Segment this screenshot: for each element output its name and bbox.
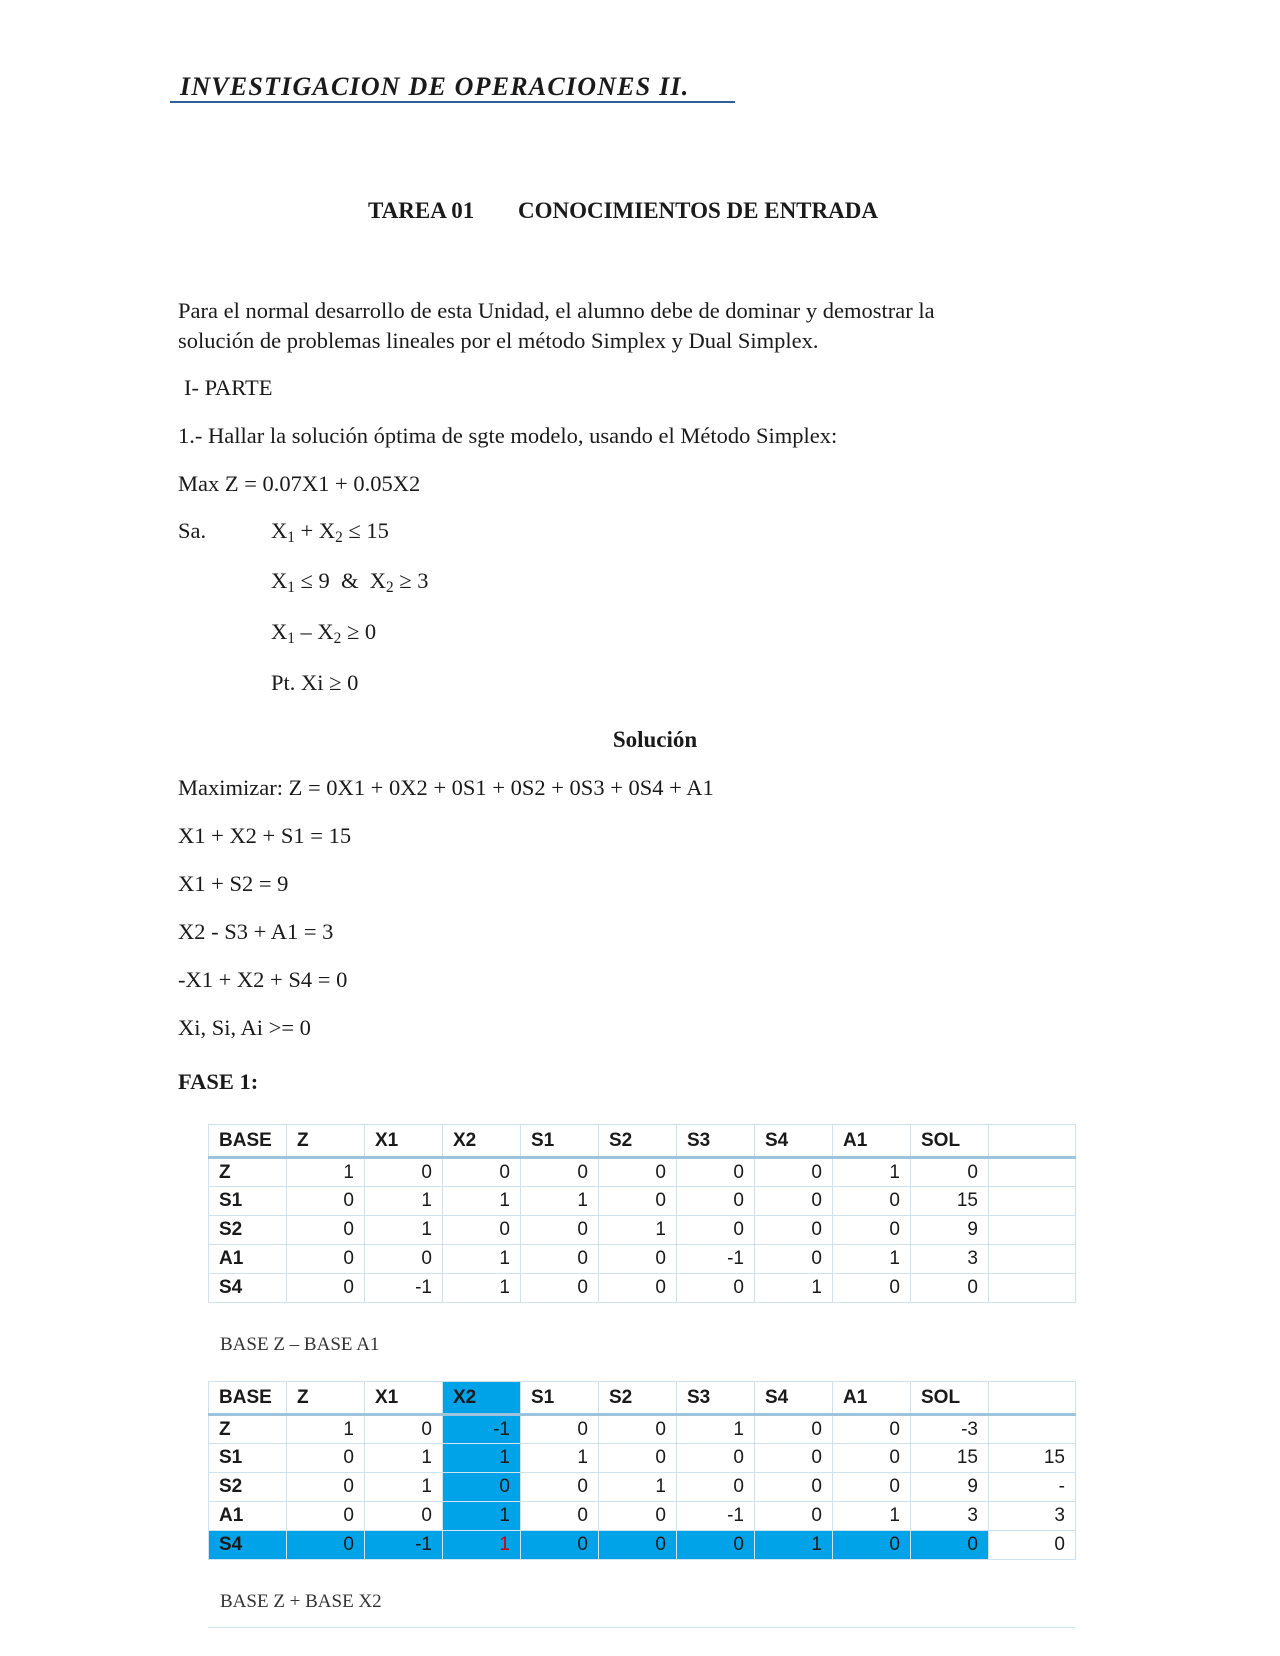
table-cell: 0 — [521, 1274, 599, 1303]
table-cell: 0 — [833, 1444, 911, 1473]
table-cell: 0 — [443, 1158, 521, 1187]
table-cell: 1 — [365, 1473, 443, 1502]
table-cell: -1 — [365, 1274, 443, 1303]
document-header-title: INVESTIGACION DE OPERACIONES II. — [180, 72, 690, 101]
row-base-label: S2 — [209, 1473, 287, 1502]
table-cell: 0 — [677, 1473, 755, 1502]
table-cell: 1 — [365, 1216, 443, 1245]
table-cell: 0 — [833, 1531, 911, 1560]
solution-title: Solución — [612, 727, 698, 752]
column-header: Z — [287, 1382, 365, 1415]
table-cell: -1 — [677, 1245, 755, 1274]
column-header: X1 — [365, 1125, 443, 1158]
non-negativity: Pt. Xi ≥ 0 — [271, 670, 359, 695]
table-cell: 0 — [755, 1502, 833, 1531]
table-cell: 1 — [443, 1245, 521, 1274]
table-cell: 9 — [911, 1216, 989, 1245]
solution-line-2: X1 + S2 = 9 — [178, 871, 289, 896]
subject-to-label: Sa. — [178, 518, 207, 543]
table-cell: 0 — [287, 1502, 365, 1531]
constraint-1-var-a: X — [271, 518, 288, 543]
table-cell: 0 — [911, 1158, 989, 1187]
constraint-1-rhs: ≤ 15 — [342, 518, 389, 543]
table-cell: 0 — [989, 1531, 1076, 1560]
constraint-3-var-b: – X — [294, 619, 334, 644]
column-header: S3 — [677, 1382, 755, 1415]
table-cell: 1 — [365, 1444, 443, 1473]
row-base-label: Z — [209, 1415, 287, 1444]
row-base-label: S1 — [209, 1187, 287, 1216]
table-row — [209, 1531, 1076, 1560]
table-cell: 1 — [755, 1274, 833, 1303]
solution-line-3: X2 - S3 + A1 = 3 — [178, 919, 334, 944]
table-cell: 0 — [521, 1473, 599, 1502]
table-cell: 0 — [755, 1187, 833, 1216]
constraint-3-sub-b: 2 — [333, 629, 342, 647]
solution-line-1: X1 + X2 + S1 = 15 — [178, 823, 352, 848]
table-cell: 0 — [599, 1444, 677, 1473]
column-header: A1 — [833, 1382, 911, 1415]
row-base-label: Z — [209, 1158, 287, 1187]
table-cell: 0 — [599, 1415, 677, 1444]
table-cell: 1 — [833, 1502, 911, 1531]
table-cell — [989, 1187, 1076, 1216]
table-cell: 0 — [833, 1187, 911, 1216]
table-cell: -3 — [911, 1415, 989, 1444]
table-cell: 1 — [443, 1502, 521, 1531]
column-header: S4 — [755, 1125, 833, 1158]
table-row — [209, 1274, 1076, 1303]
table-cell: 0 — [911, 1531, 989, 1560]
intro-line-2: solución de problemas lineales por el método Simplex y Dual Simplex. — [178, 328, 819, 353]
table-cell: 0 — [287, 1187, 365, 1216]
table-header-row — [209, 1125, 1076, 1158]
table-cell: 1 — [599, 1473, 677, 1502]
table-cell: 1 — [833, 1158, 911, 1187]
table-cell: 0 — [677, 1158, 755, 1187]
column-header: S4 — [755, 1382, 833, 1415]
row-base-label: A1 — [209, 1245, 287, 1274]
table-cell: 0 — [365, 1502, 443, 1531]
table-cell: 0 — [755, 1473, 833, 1502]
table-cell: 1 — [287, 1158, 365, 1187]
constraint-3-rhs: ≥ 0 — [341, 619, 377, 644]
phase-label: FASE 1: — [178, 1069, 259, 1094]
solution-line-0: Maximizar: Z = 0X1 + 0X2 + 0S1 + 0S2 + 0S3 + 0S4 + A1 — [178, 775, 714, 800]
column-header: X2 — [443, 1382, 521, 1415]
table-cell: 0 — [833, 1473, 911, 1502]
table-cell: 0 — [287, 1531, 365, 1560]
constraint-1-sub-b: 2 — [335, 528, 343, 546]
table-cell: 0 — [443, 1216, 521, 1245]
table-cell: 0 — [365, 1245, 443, 1274]
table-cell: 0 — [677, 1216, 755, 1245]
table-row — [209, 1444, 1076, 1473]
table-row — [209, 1216, 1076, 1245]
table-cell: -1 — [365, 1531, 443, 1560]
table-cell: 0 — [599, 1274, 677, 1303]
table-cell: 0 — [287, 1274, 365, 1303]
column-header: Z — [287, 1125, 365, 1158]
row-base-label: A1 — [209, 1502, 287, 1531]
table-cell: 0 — [677, 1187, 755, 1216]
table-cell: 1 — [443, 1444, 521, 1473]
row-base-label: S4 — [209, 1531, 287, 1560]
constraint-2-sub-a: 1 — [287, 578, 295, 596]
table-cell: 0 — [599, 1158, 677, 1187]
table-cell: 0 — [755, 1245, 833, 1274]
table-cell: 1 — [287, 1415, 365, 1444]
column-header: A1 — [833, 1125, 911, 1158]
table-cell: 0 — [755, 1444, 833, 1473]
column-header: BASE — [209, 1382, 287, 1415]
table-cell — [989, 1415, 1076, 1444]
column-header: SOL — [911, 1382, 989, 1415]
table-row — [209, 1245, 1076, 1274]
table-cell: 1 — [443, 1187, 521, 1216]
objective-function: Max Z = 0.07X1 + 0.05X2 — [178, 471, 421, 496]
table-cell: 0 — [287, 1444, 365, 1473]
row-base-label: S1 — [209, 1444, 287, 1473]
task-number: TAREA 01 — [368, 198, 475, 223]
table-cell: 0 — [521, 1531, 599, 1560]
table-cell: 0 — [521, 1502, 599, 1531]
table-header-row — [209, 1382, 1076, 1415]
table-cell: 0 — [599, 1245, 677, 1274]
table-cell: 0 — [599, 1502, 677, 1531]
table-cell: 0 — [365, 1158, 443, 1187]
column-header: S3 — [677, 1125, 755, 1158]
table-cell: 1 — [443, 1274, 521, 1303]
table-1-caption: BASE Z – BASE A1 — [220, 1334, 380, 1355]
solution-line-5: Xi, Si, Ai >= 0 — [178, 1015, 311, 1040]
table-cell: 0 — [755, 1158, 833, 1187]
table-cell: 0 — [833, 1415, 911, 1444]
intro-line-1: Para el normal desarrollo de esta Unidad, el alumno debe de dominar y demostrar la — [178, 298, 935, 323]
table-cell: - — [989, 1473, 1076, 1502]
table-cell: 0 — [287, 1216, 365, 1245]
constraint-2-var-b: ≤ 9 & X — [294, 568, 387, 593]
simplex-table-2 — [208, 1381, 1076, 1560]
table-cell: 0 — [365, 1415, 443, 1444]
column-header: X2 — [443, 1125, 521, 1158]
table-cell: 1 — [443, 1531, 521, 1560]
table-cell: 0 — [755, 1216, 833, 1245]
table-cell: 3 — [911, 1245, 989, 1274]
page-bottom-rule — [208, 1627, 1075, 1628]
solution-line-4: -X1 + X2 + S4 = 0 — [178, 967, 348, 992]
constraint-2-rhs: ≥ 3 — [393, 568, 429, 593]
table-2-caption: BASE Z + BASE X2 — [220, 1591, 382, 1612]
table-cell: -1 — [443, 1415, 521, 1444]
table-cell: 0 — [677, 1531, 755, 1560]
part-label: I- PARTE — [184, 375, 273, 400]
table-cell: 0 — [599, 1187, 677, 1216]
table-cell: 0 — [911, 1274, 989, 1303]
table-cell: 0 — [833, 1274, 911, 1303]
constraint-2 — [271, 568, 429, 597]
column-header: SOL — [911, 1125, 989, 1158]
table-cell: 0 — [755, 1415, 833, 1444]
table-cell: 15 — [911, 1444, 989, 1473]
table-row — [209, 1415, 1076, 1444]
table-cell — [989, 1245, 1076, 1274]
table-cell: 1 — [833, 1245, 911, 1274]
column-header: S1 — [521, 1382, 599, 1415]
table-cell: 0 — [287, 1245, 365, 1274]
column-header — [989, 1125, 1076, 1158]
table-cell: 1 — [521, 1444, 599, 1473]
table-cell — [989, 1274, 1076, 1303]
table-cell: 0 — [599, 1531, 677, 1560]
table-cell: 0 — [521, 1216, 599, 1245]
table-cell: -1 — [677, 1502, 755, 1531]
column-header: S2 — [599, 1382, 677, 1415]
table-row — [209, 1502, 1076, 1531]
row-base-label: S4 — [209, 1274, 287, 1303]
table-cell: 0 — [521, 1245, 599, 1274]
table-cell: 0 — [833, 1216, 911, 1245]
constraint-1 — [271, 518, 389, 547]
table-cell: 1 — [677, 1415, 755, 1444]
table-cell — [989, 1216, 1076, 1245]
table-row — [209, 1158, 1076, 1187]
constraint-3-sub-a: 1 — [287, 629, 295, 647]
column-header: X1 — [365, 1382, 443, 1415]
constraint-1-sub-a: 1 — [287, 528, 295, 546]
column-header: S2 — [599, 1125, 677, 1158]
column-header — [989, 1382, 1076, 1415]
table-cell: 0 — [521, 1415, 599, 1444]
table-cell: 15 — [911, 1187, 989, 1216]
table-cell: 15 — [989, 1444, 1076, 1473]
table-row — [209, 1187, 1076, 1216]
table-cell: 3 — [989, 1502, 1076, 1531]
constraint-2-var-a: X — [271, 568, 288, 593]
column-header: S1 — [521, 1125, 599, 1158]
header-underline — [170, 101, 735, 103]
table-cell: 0 — [677, 1444, 755, 1473]
table-cell: 1 — [365, 1187, 443, 1216]
constraint-3 — [271, 619, 376, 648]
problem-statement: 1.- Hallar la solución óptima de sgte modelo, usando el Método Simplex: — [178, 423, 838, 448]
table-cell: 0 — [287, 1473, 365, 1502]
table-cell: 0 — [677, 1274, 755, 1303]
table-cell: 9 — [911, 1473, 989, 1502]
table-cell: 3 — [911, 1502, 989, 1531]
simplex-table-1 — [208, 1124, 1076, 1303]
table-cell: 1 — [521, 1187, 599, 1216]
row-base-label: S2 — [209, 1216, 287, 1245]
task-name: CONOCIMIENTOS DE ENTRADA — [518, 198, 878, 223]
table-cell: 0 — [521, 1158, 599, 1187]
table-row — [209, 1473, 1076, 1502]
constraint-1-var-b: + X — [294, 518, 336, 543]
constraint-2-sub-b: 2 — [386, 578, 394, 596]
column-header: BASE — [209, 1125, 287, 1158]
table-cell — [989, 1158, 1076, 1187]
table-cell: 1 — [755, 1531, 833, 1560]
constraint-3-var-a: X — [271, 619, 288, 644]
table-cell: 1 — [599, 1216, 677, 1245]
table-cell: 0 — [443, 1473, 521, 1502]
